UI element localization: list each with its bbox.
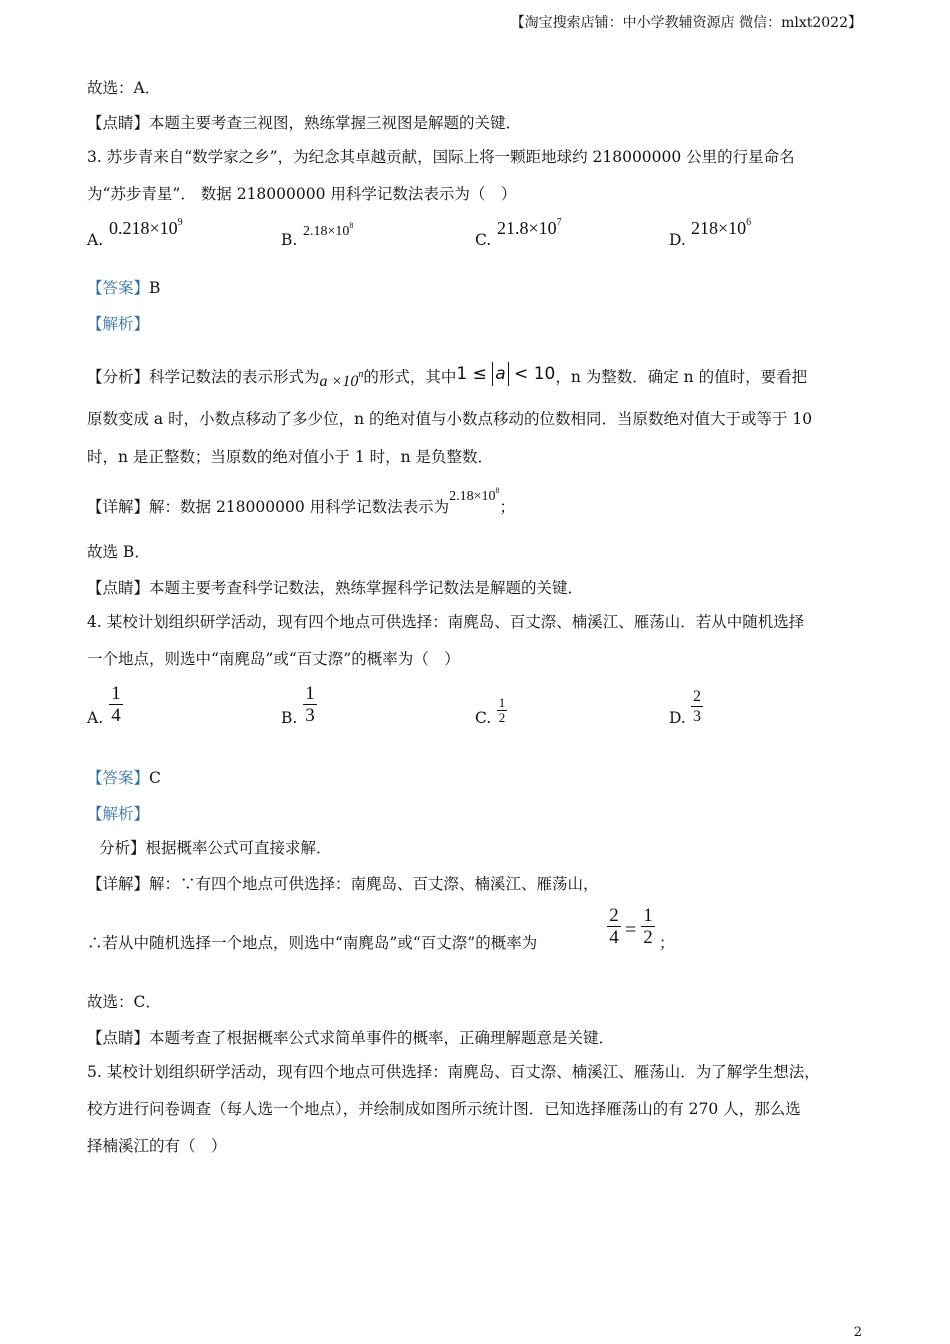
q5-stem-line2: 校方进行问卷调查（每人选一个地点），并绘制成如图所示统计图．已知选择雁荡山的有 270 人，那么选 [87,1100,801,1118]
q4-therefore: ∴若从中随机选择一个地点，则选中“南麂岛”或“百丈漈”的概率为 [87,934,538,952]
q3-analysis-tag: 【解析】 [87,315,150,333]
q5-stem-line3: 择楠溪江的有（ ） [87,1137,227,1155]
q3-ineq-left: 1 ≤ [456,364,493,384]
q4-option-c-den: 2 [498,710,506,725]
q4-prob-fraction-1 [607,905,621,948]
q3-comment-tag: 【点睛】 [87,579,150,597]
q3-stem-line1: 3. 苏步青来自“数学家之乡”，为纪念其卓越贡献，国际上将一颗距地球约 218000000 公里的行星命名 [87,148,795,166]
q3-fenxi-line1 [87,359,807,390]
q4-option-a-label: A. [87,709,104,727]
q3-fenxi-a: 科学记数法的表示形式为 [149,368,320,386]
q5-stem-line1: 5. 某校计划组织研学活动，现有四个地点可供选择：南麂岛、百丈漈、楠溪江、雁荡山．为了解学生想法， [87,1063,820,1081]
q4-prob-fraction-2 [641,905,655,948]
q3-detail-math-base: 2.18×10 [449,489,496,504]
page-header: 【淘宝搜索店铺：中小学教辅资源店 微信：mlxt2022】 [510,15,862,31]
q4-option-a [87,683,207,733]
q4-answer-value: C [149,769,161,787]
q4-equals-sign: = [625,919,637,941]
q3-detail [87,486,516,522]
q4-detail-tag: 【详解】 [87,875,150,893]
q3-option-d [669,215,849,255]
q4-answer [87,768,161,788]
q3-option-b-base: 2.18×10 [303,224,350,239]
page-number: 2 [853,1325,862,1340]
q4-frac1-den: 4 [609,927,619,948]
q3-option-a-math [109,217,183,239]
q3-option-a-exp: 9 [177,217,183,228]
q3-fenxi-tag: 【分析】 [87,368,150,386]
q4-option-d [669,683,789,733]
q4-fenxi: 分析】根据概率公式可直接求解． [99,839,332,857]
q3-detail-text: 解：数据 218000000 用科学记数法表示为 [149,498,450,516]
q3-option-b-label: B. [281,231,298,249]
q3-fenxi-math-exp: n [358,369,364,380]
q4-option-d-num: 2 [693,688,701,705]
q4-option-c-fraction [497,696,507,725]
q4-frac2-num: 1 [643,905,653,926]
q3-fenxi-c: ，n 为整数．确定 n 的值时，要看把 [555,368,808,386]
q3-fenxi-line3: 时，n 是正整数；当原数的绝对值小于 1 时，n 是负整数． [87,448,494,466]
q3-fenxi-line2: 原数变成 a 时，小数点移动了多少位，n 的绝对值与小数点移动的位数相同．当原数绝对值大于或等于 10 [87,410,813,428]
q3-detail-tag: 【详解】 [87,498,150,516]
q3-ineq-var: a [492,362,508,386]
q3-option-b [281,215,461,255]
q4-detail-text: 解：∵有四个地点可供选择：南麂岛、百丈漈、楠溪江、雁荡山， [149,875,599,893]
q3-comment [87,578,583,598]
q4-frac2-den: 2 [643,927,653,948]
q4-stem-line1: 4. 某校计划组织研学活动，现有四个地点可供选择：南麂岛、百丈漈、楠溪江、雁荡山．若从中随机选择 [87,613,805,631]
q4-option-c-label: C. [475,709,492,727]
q4-option-d-label: D. [669,709,686,727]
q4-option-d-den: 3 [693,708,701,725]
q2-comment [87,113,521,133]
q4-comment-text: 本题考查了根据概率公式求简单事件的概率，正确理解题意是关键． [149,1029,615,1047]
q3-inequality [456,364,555,384]
q4-analysis-tag: 【解析】 [87,805,150,823]
q4-option-b-fraction [303,683,317,726]
q3-option-c-exp: 7 [556,217,562,228]
q3-fenxi-math [319,369,364,390]
q4-option-a-fraction [109,683,123,726]
q4-stem-line2: 一个地点，则选中“南麂岛”或“百丈漈”的概率为（ ） [87,650,460,668]
q3-option-c-math [497,217,562,239]
q4-option-b [281,683,401,733]
q4-option-d-fraction [691,687,703,726]
q3-option-c-label: C. [475,231,492,249]
q3-option-d-label: D. [669,231,686,249]
q3-comment-text: 本题主要考查科学记数法，熟练掌握科学记数法是解题的关键． [149,579,584,597]
q3-option-d-base: 218×10 [691,218,747,238]
q4-prob-end: ； [659,934,675,952]
q3-option-d-exp: 6 [746,217,752,228]
q3-answer [87,278,160,298]
q3-option-c [475,215,655,255]
q3-option-b-math [303,221,353,240]
q3-option-a-base: 0.218×10 [109,218,178,238]
q4-comment [87,1028,614,1048]
q3-fenxi-b: 的形式，其中 [363,368,457,386]
q3-fenxi-math-base: a ×10 [319,373,359,390]
q3-ineq-right: < 10 [508,364,556,384]
q4-option-b-num: 1 [305,683,315,704]
q4-option-b-den: 3 [305,705,315,726]
q3-detail-math-exp: 8 [495,486,500,495]
q3-detail-end: ； [499,498,516,516]
q2-comment-text: 本题主要考查三视图，熟练掌握三视图是解题的关键． [149,114,522,132]
q4-detail [87,874,599,894]
q3-option-c-base: 21.8×10 [497,218,557,238]
q4-comment-tag: 【点睛】 [87,1029,150,1047]
q3-option-d-math [691,217,751,239]
q3-stem-line2: 为“苏步青星”． 数据 218000000 用科学记数法表示为（ ） [87,185,517,203]
q4-option-b-label: B. [281,709,298,727]
q3-detail-math [449,486,500,504]
q3-option-a [87,215,267,255]
q4-frac1-num: 2 [609,905,619,926]
q4-option-c-num: 1 [498,695,506,710]
q3-answer-value: B [149,279,161,297]
q3-answer-tag: 【答案】 [87,279,150,297]
q3-choice: 故选 B． [87,543,150,561]
q3-option-a-label: A. [87,231,104,249]
q3-option-b-exp: 8 [349,221,354,230]
q2-choice: 故选：A． [87,79,161,97]
q4-choice: 故选：C． [87,993,161,1011]
q4-option-a-den: 4 [111,705,121,726]
q4-option-a-num: 1 [111,683,121,704]
q2-comment-tag: 【点睛】 [87,114,150,132]
q4-option-c [475,683,595,733]
q4-answer-tag: 【答案】 [87,769,150,787]
